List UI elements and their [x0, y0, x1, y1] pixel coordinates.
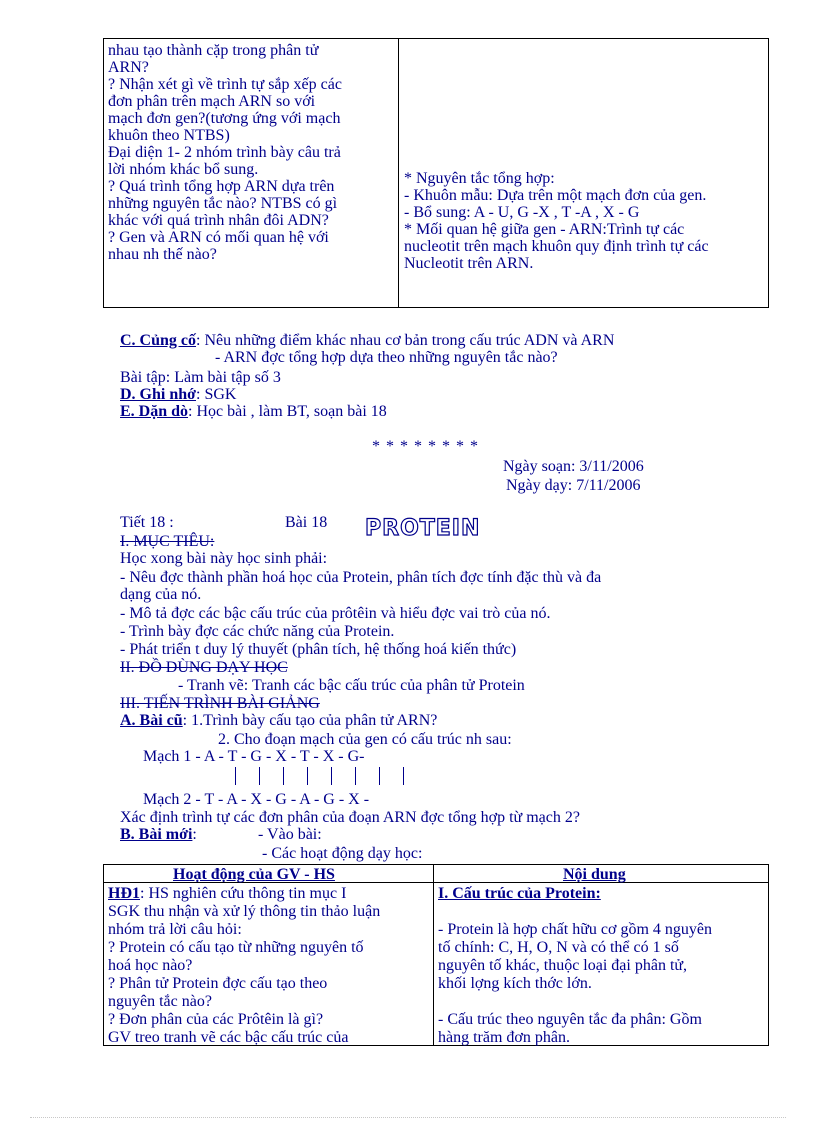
section-b-label: B. Bài mới — [120, 826, 193, 843]
objective-5: - Trình bày đợc các chức năng của Protein. — [120, 623, 395, 640]
date-prepared: Ngày soạn: 3/11/2006 — [503, 458, 644, 475]
section-c-label: C. Củng cố — [120, 332, 197, 349]
section-a-label: A. Bài cũ — [120, 712, 183, 729]
section-d-text: : SGK — [196, 386, 237, 403]
materials-line: - Tranh vẽ: Tranh các bậc cấu trúc của phân tử Protein — [178, 677, 525, 694]
table-1-right-cell: * Nguyên tắc tổng hợp: - Khuôn mẫu: Dựa trên một mạch đơn của gen. - Bổ sung: A - U, G -X , T -A , X - G * Mối quan hệ giữa gen - ARN:Trình tự các nucleotit trên mạch khuôn quy định trình tự các Nucleotit trên ARN. — [404, 170, 709, 272]
section-d-label: D. Ghi nhớ — [120, 386, 196, 403]
section-a-question-3: Xác định trình tự các đơn phân của đoạn ARN đợc tổng hợp từ mạch 2? — [120, 809, 580, 826]
activity-1-line — [108, 885, 346, 902]
date-taught: Ngày dạy: 7/11/2006 — [506, 477, 641, 494]
section-b-intro: - Vào bài: — [258, 826, 322, 843]
activity-1-label: HĐ1 — [108, 885, 140, 902]
lesson-number: Bài 18 — [285, 514, 328, 531]
base-pair-bonds — [235, 767, 427, 789]
page-footer-rule — [30, 1117, 786, 1118]
period-label: Tiết 18 : — [120, 514, 174, 531]
exercise-line: Bài tập: Làm bài tập số 3 — [120, 369, 281, 386]
table-2-head-right: Nội dung — [563, 866, 626, 883]
consolidation-line — [120, 332, 614, 349]
section-e-label: E. Dặn dò — [120, 403, 189, 420]
separator-stars: * * * * * * * * — [372, 438, 479, 455]
lesson-title: PROTEIN — [365, 516, 481, 541]
section-a-question-2: 2. Cho đoạn mạch của gen có cấu trúc nh sau: — [218, 731, 512, 748]
consolidation-line-2: - ARN đợc tổng hợp dựa theo những nguyên tắc nào? — [215, 349, 558, 366]
objective-3: dạng của nó. — [120, 586, 202, 603]
section-e-text: : Học bài , làm BT, soạn bài 18 — [188, 403, 387, 420]
section-b-line — [120, 826, 197, 843]
table-2-left-cell: SGK thu nhận và xử lý thông tin thảo luận nhóm trả lời câu hỏi: ? Protein có cấu tạo từ những nguyên tố hoá học nào? ? Phân tử Protein đợc cấu tạo theo nguyên tắc nào? ? Đơn phân của các Prôtêin là gì? GV treo tranh vẽ các bậc cấu trúc của — [108, 903, 381, 1046]
objective-4: - Mô tả đợc các bậc cấu trúc của prôtêin và hiểu đợc vai trò của nó. — [120, 605, 551, 622]
section-2-heading: II. ĐỒ DÙNG DẠY HỌC — [120, 659, 288, 676]
table-1-left-cell: nhau tạo thành cặp trong phân tử ARN? ? Nhận xét gì về trình tự sắp xếp các đơn phân trên mạch ARN so với mạch đơn gen?(tương ứng với mạch khuôn theo NTBS) Đại diện 1- 2 nhóm trình bày câu trả lời nhóm khác bổ sung. ? Quá trình tổng hợp ARN dựa trên những nguyên tắc nào? NTBS có gì khác với quá trình nhân đôi ADN? ? Gen và ARN có mối quan hệ với nhau nh thế nào? — [108, 42, 342, 263]
section-a-question-1: : 1.Trình bày cấu tạo của phân tử ARN? — [182, 712, 438, 729]
section-1-heading: I. MỤC TIÊU: — [120, 533, 215, 550]
structure-heading: I. Cấu trúc của Protein: — [438, 885, 601, 902]
objective-2: - Nêu đợc thành phần hoá học của Protein, phân tích đợc tính đặc thù và đa — [120, 569, 602, 586]
section-e-line — [120, 403, 387, 420]
section-d-line — [120, 386, 236, 403]
section-3-heading: III. TIẾN TRÌNH BÀI GIẢNG — [120, 695, 320, 712]
table-2-head-left: Hoạt động của GV - HS — [173, 866, 335, 883]
table-2-divider — [433, 864, 434, 1046]
section-c-text: : Nêu những điểm khác nhau cơ bản trong cấu trúc ADN và ARN — [196, 332, 615, 349]
objective-6: - Phát triển t duy lý thuyết (phân tích, hệ thống hoá kiến thức) — [120, 641, 517, 658]
section-b-colon: : — [192, 826, 197, 843]
table-1-divider — [398, 38, 399, 308]
table-2-right-cell: - Protein là hợp chất hữu cơ gồm 4 nguyên tố chính: C, H, O, N và có thể có 1 số nguyên tố khác, thuộc loại đại phân tử, khối lợng kích thớc lớn. - Cấu trúc theo nguyên tắc đa phân: Gồm hàng trăm đơn phân. — [438, 921, 712, 1046]
section-b-activities: - Các hoạt động dạy học: — [262, 845, 423, 862]
section-a-line — [120, 712, 437, 729]
objective-1: Học xong bài này học sinh phải: — [120, 550, 328, 567]
strand-2: Mạch 2 - T - A - X - G - A - G - X - — [143, 791, 370, 808]
strand-1: Mạch 1 - A - T - G - X - T - X - G- — [143, 748, 365, 765]
activity-1-text: : HS nghiên cứu thông tin mục I — [140, 885, 347, 902]
